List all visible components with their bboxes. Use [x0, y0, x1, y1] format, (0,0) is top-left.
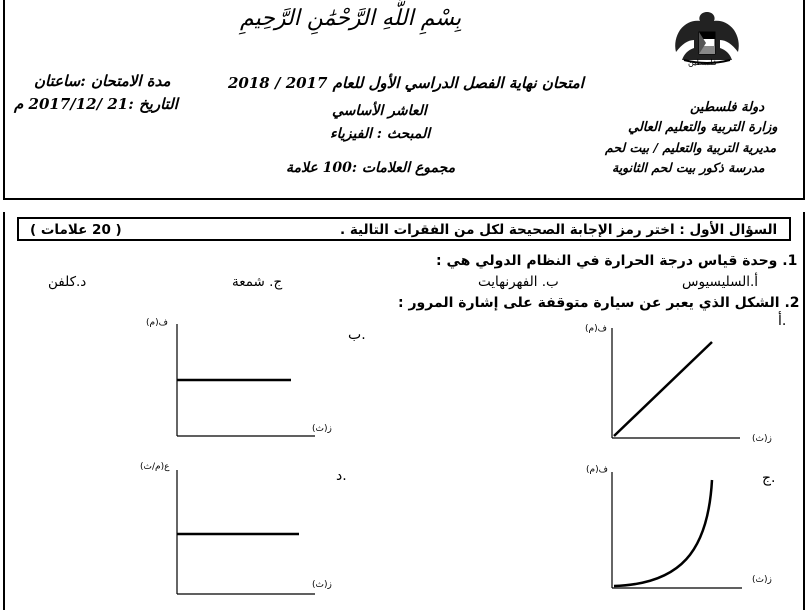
graph-b-xlabel: ز(ث)	[312, 424, 332, 434]
q1-option-a[interactable]: أ.السليسيوس	[682, 274, 759, 290]
exam-date: التاريخ :21 /2017/12 م	[14, 95, 178, 113]
exam-title: امتحان نهاية الفصل الدراسي الأول للعام 2017 / 2018	[228, 74, 584, 92]
q1-option-d[interactable]: د.كلفن	[48, 274, 87, 290]
subject: المبحث : الفيزياء	[330, 126, 431, 142]
question-1-text: 1. وحدة قياس درجة الحرارة في النظام الدولي هي :	[436, 253, 798, 269]
q1-option-b[interactable]: ب. الفهرنهايت	[478, 274, 559, 290]
graph-a-line	[614, 342, 712, 436]
ministry-name: وزارة التربية والتعليم العالي	[628, 120, 778, 135]
graph-a-xlabel: ز(ث)	[752, 434, 772, 444]
directorate-name: مديرية التربية والتعليم / بيت لحم	[605, 140, 777, 155]
graph-c-letter[interactable]: ج.	[762, 470, 776, 486]
section-marks: ( 20 علامات )	[30, 222, 122, 238]
graph-a-letter[interactable]: أ.	[778, 313, 787, 329]
logo-caption: فلسطين	[688, 58, 717, 67]
graph-b-letter[interactable]: ب.	[348, 327, 366, 343]
state-name: دولة فلسطين	[690, 100, 765, 115]
graph-b-ylabel: ف(م)	[146, 318, 168, 328]
total-marks: مجموع العلامات :100 علامة	[286, 160, 456, 176]
graph-d-letter[interactable]: د.	[336, 468, 347, 484]
graph-d-xlabel: ز(ث)	[312, 580, 332, 590]
basmala: بِسْمِ اللَّهِ الرَّحْمَٰنِ الرَّحِيمِ	[240, 6, 462, 31]
question-2-text: 2. الشكل الذي يعبر عن سيارة متوقفة على إشارة المرور :	[398, 295, 800, 311]
grade: العاشر الأساسي	[332, 103, 427, 119]
exam-duration: مدة الامتحان :ساعتان	[34, 72, 171, 90]
school-name: مدرسة ذكور بيت لحم الثانوية	[612, 160, 765, 175]
section-title: السؤال الأول : اختر رمز الإجابة الصحيحة لكل من الفقرات التالية .	[340, 222, 778, 238]
graph-a-ylabel: ف(م)	[585, 324, 607, 334]
graph-d-ylabel: ع(م/ث)	[140, 462, 170, 472]
graph-c-xlabel: ز(ث)	[752, 575, 772, 585]
graph-c-curve	[614, 480, 712, 586]
q1-option-c[interactable]: ج. شمعة	[232, 274, 283, 290]
graph-c-ylabel: ف(م)	[586, 465, 608, 475]
